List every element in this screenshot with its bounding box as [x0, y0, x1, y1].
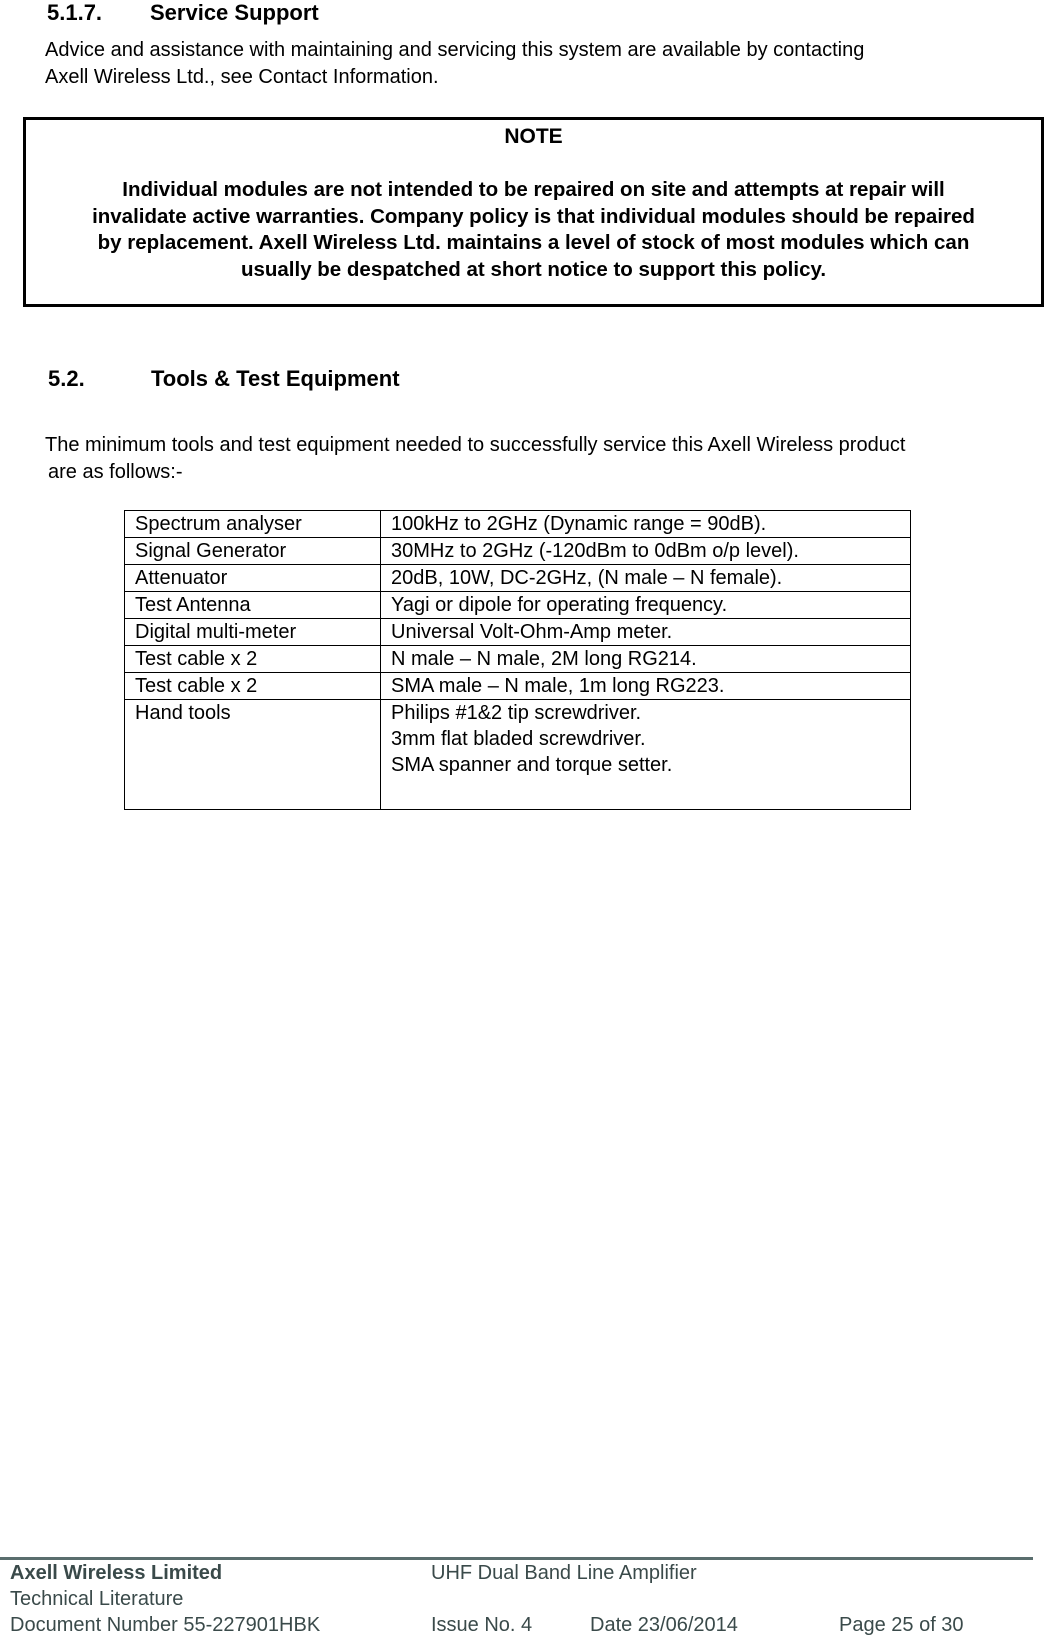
- table-row: [125, 511, 911, 538]
- tool-spec-line: 3mm flat bladed screwdriver.: [391, 728, 646, 750]
- tool-name-cell: Signal Generator: [125, 538, 381, 565]
- tool-spec-cell: Yagi or dipole for operating frequency.: [381, 592, 911, 619]
- footer-doc-number: Document Number 55-227901HBK: [10, 1614, 321, 1636]
- tool-name-cell: Test cable x 2: [125, 673, 381, 700]
- tool-name-cell: Hand tools: [125, 700, 381, 810]
- tool-spec-line: SMA spanner and torque setter.: [391, 754, 673, 776]
- note-line: usually be despatched at short notice to support this policy.: [240, 257, 827, 281]
- footer-page: Page 25 of 30: [839, 1614, 964, 1636]
- footer-divider: [0, 1557, 1033, 1560]
- footer-date: Date 23/06/2014: [590, 1614, 738, 1636]
- section-number-52: 5.2.: [48, 366, 85, 391]
- note-line: Individual modules are not intended to be repaired on site and attempts at repair will: [122, 178, 945, 201]
- table-row: [125, 673, 911, 700]
- tools-paragraph-line-1: The minimum tools and test equipment needed to successfully service this Axell Wireless product: [45, 434, 906, 456]
- tools-table: [124, 510, 911, 810]
- tools-paragraph-line-2: are as follows:-: [48, 461, 183, 483]
- tool-spec-line: Philips #1&2 tip screwdriver.: [391, 702, 642, 724]
- tool-name-cell: Test cable x 2: [125, 646, 381, 673]
- note-box: [23, 117, 1044, 307]
- table-row: [125, 646, 911, 673]
- tool-spec-cell: 30MHz to 2GHz (-120dBm to 0dBm o/p level).: [381, 538, 911, 565]
- table-row: [125, 619, 911, 646]
- tool-spec-cell: SMA male – N male, 1m long RG223.: [381, 673, 911, 700]
- section-title-service-support: Service Support: [150, 0, 319, 25]
- tool-name-cell: Spectrum analyser: [125, 511, 381, 538]
- footer-company: Axell Wireless Limited: [10, 1562, 223, 1584]
- note-body: [36, 177, 1031, 283]
- note-line: invalidate active warranties. Company policy is that individual modules should be repaired: [92, 204, 975, 228]
- table-row: [125, 538, 911, 565]
- tool-name-cell: Test Antenna: [125, 592, 381, 619]
- section-number-517: 5.1.7.: [47, 0, 103, 25]
- table-row: [125, 700, 911, 810]
- tool-name-cell: Digital multi-meter: [125, 619, 381, 646]
- footer-product: UHF Dual Band Line Amplifier: [431, 1562, 697, 1584]
- tool-spec-cell: Universal Volt-Ohm-Amp meter.: [381, 619, 911, 646]
- table-row: [125, 565, 911, 592]
- tool-spec-cell: [381, 700, 911, 810]
- note-title: NOTE: [504, 125, 563, 148]
- footer-literature: Technical Literature: [10, 1588, 184, 1610]
- tool-spec-cell: 100kHz to 2GHz (Dynamic range = 90dB).: [381, 511, 911, 538]
- section-title-tools-test-equipment: Tools & Test Equipment: [151, 366, 400, 391]
- footer-issue: Issue No. 4: [431, 1614, 533, 1636]
- table-row: [125, 592, 911, 619]
- note-line: by replacement. Axell Wireless Ltd. maintains a level of stock of most modules which can: [97, 231, 970, 254]
- service-support-paragraph-line-2: Axell Wireless Ltd., see Contact Information.: [45, 66, 439, 88]
- tool-spec-cell: N male – N male, 2M long RG214.: [381, 646, 911, 673]
- service-support-paragraph-line-1: Advice and assistance with maintaining and servicing this system are available by contacting: [45, 39, 865, 61]
- tool-spec-cell: 20dB, 10W, DC-2GHz, (N male – N female).: [381, 565, 911, 592]
- tool-name-cell: Attenuator: [125, 565, 381, 592]
